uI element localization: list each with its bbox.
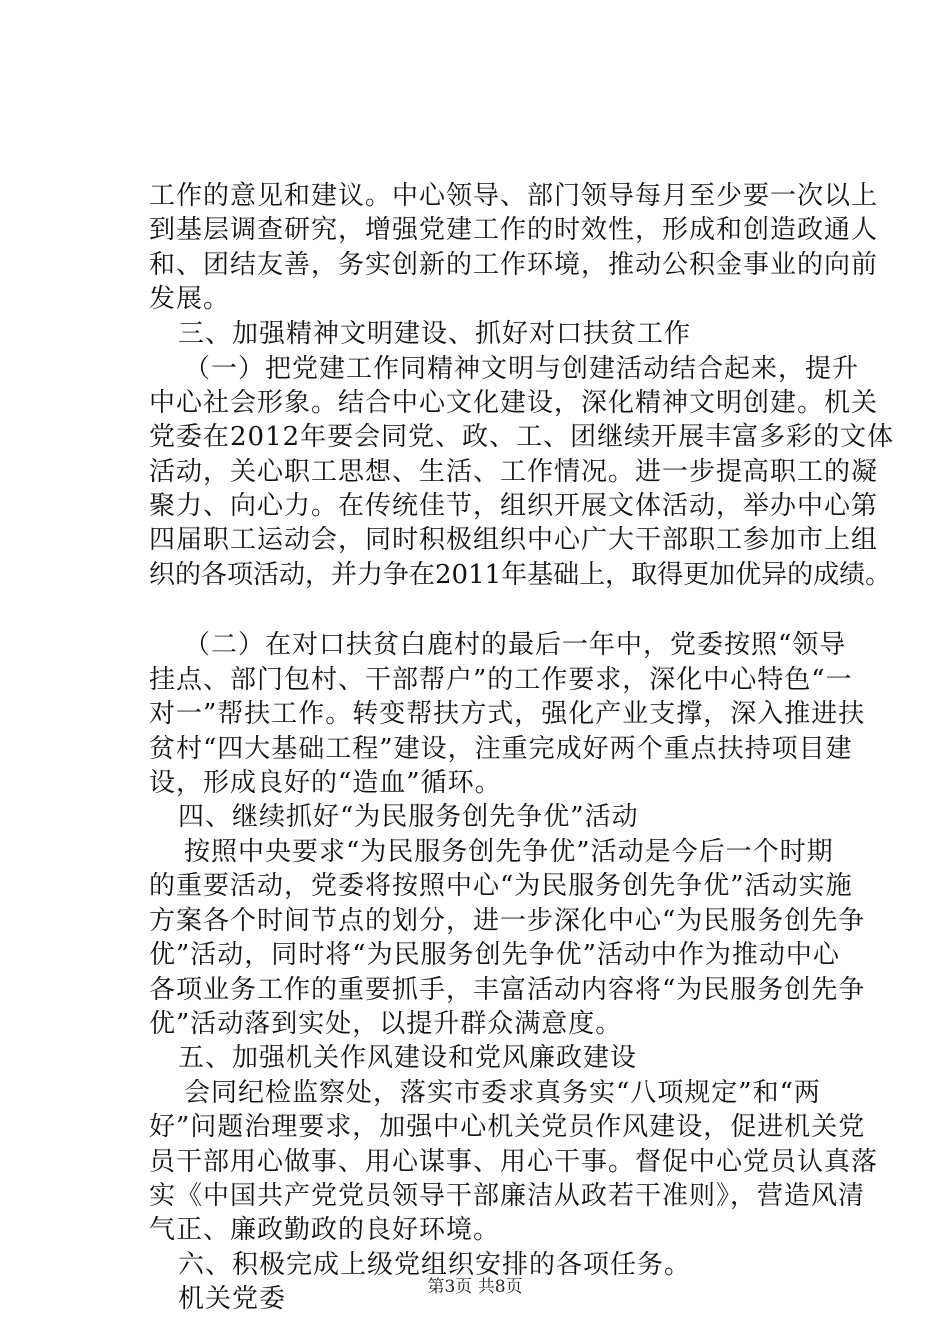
body-line: 党委在2012年要会同党、政、工、团继续开展丰富多彩的文体 <box>149 422 895 452</box>
body-line: 工作的意见和建议。中心领导、部门领导每月至少要一次以上 <box>149 181 879 211</box>
section-heading: 三、加强精神文明建设、抓好对口扶贫工作 <box>178 319 692 349</box>
section-heading: 五、加强机关作风建设和党风廉政建设 <box>178 1043 638 1073</box>
body-line: 实《中国共产党党员领导干部廉洁从政若干准则》，营造风清 <box>149 1181 866 1211</box>
body-line: 设，形成良好的“造血”循环。 <box>149 768 502 798</box>
body-line: 织的各项活动，并力争在2011年基础上，取得更加优异的成绩。 <box>149 560 892 590</box>
body-line: 会同纪检监察处，落实市委求真务实“八项规定”和“两 <box>184 1078 821 1108</box>
body-line: 到基层调查研究，增强党建工作的时效性，形成和创造政通人 <box>149 215 879 245</box>
body-line: 各项业务工作的重要抓手，丰富活动内容将“为民服务创先争 <box>149 975 866 1005</box>
body-line: 挂点、部门包村、干部帮户”的工作要求，深化中心特色“一 <box>149 665 853 695</box>
signature-line: 机关党委 <box>178 1284 287 1314</box>
section-heading: 四、继续抓好“为民服务创先争优”活动 <box>178 802 639 832</box>
body-line: 气正、廉政勤政的良好环境。 <box>149 1215 501 1245</box>
body-line: 四届职工运动会，同时积极组织中心广大干部职工参加市上组 <box>149 525 879 555</box>
body-line: 聚力、向心力。在传统佳节，组织开展文体活动，举办中心第 <box>149 491 879 521</box>
body-line: 按照中央要求“为民服务创先争优”活动是今后一个时期 <box>184 837 834 867</box>
body-line: 发展。 <box>149 284 231 314</box>
body-line: 和、团结友善，务实创新的工作环境，推动公积金事业的向前 <box>149 250 879 280</box>
body-line: 贫村“四大基础工程”建设，注重完成好两个重点扶持项目建 <box>149 734 853 764</box>
section-heading: 六、积极完成上级党组织安排的各项任务。 <box>178 1250 692 1280</box>
body-line: 对一”帮扶工作。转变帮扶方式，强化产业支撑，深入推进扶 <box>149 699 866 729</box>
body-line: 中心社会形象。结合中心文化建设，深化精神文明创建。机关 <box>149 388 879 418</box>
body-line: 优”活动，同时将“为民服务创先争优”活动中作为推动中心 <box>149 940 840 970</box>
body-line: 员干部用心做事、用心谋事、用心干事。督促中心党员认真落 <box>149 1147 879 1177</box>
page-number-footer: 第3页 共8页 <box>427 1277 523 1297</box>
body-line: 好”问题治理要求，加强中心机关党员作风建设，促进机关党 <box>149 1112 866 1142</box>
body-line: 优”活动落到实处，以提升群众满意度。 <box>149 1009 623 1039</box>
body-line: 的重要活动，党委将按照中心“为民服务创先争优”活动实施 <box>149 871 853 901</box>
body-line: （二）在对口扶贫白鹿村的最后一年中，党委按照“领导 <box>184 630 847 660</box>
body-line: （一）把党建工作同精神文明与创建活动结合起来，提升 <box>184 354 860 384</box>
body-line: 活动，关心职工思想、生活、工作情况。进一步提高职工的凝 <box>149 457 879 487</box>
body-line: 方案各个时间节点的划分，进一步深化中心“为民服务创先争 <box>149 906 866 936</box>
